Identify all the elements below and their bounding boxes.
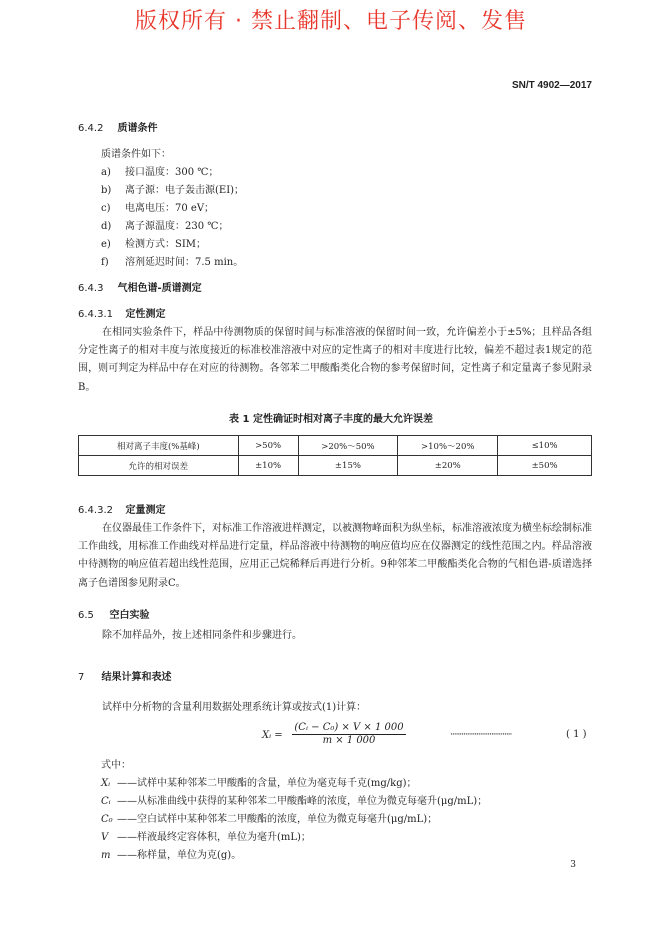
list-item — [101, 253, 243, 268]
list-item — [101, 217, 228, 232]
list-item — [101, 235, 206, 250]
definition-item — [101, 774, 417, 789]
table-cell: ±50% — [498, 456, 592, 476]
formula-leader-dots: ································· — [450, 730, 512, 740]
section-number: 6.5 — [78, 610, 94, 621]
section-title: 质谱条件 — [117, 123, 158, 134]
symbol: Xᵢ — [101, 778, 111, 789]
paragraph-blank: 除不加样品外，按上述相同条件和步骤进行。 — [102, 630, 302, 641]
item-text: 电离电压：70 eV； — [125, 203, 215, 214]
table-cell: ±20% — [398, 456, 498, 476]
item-label: c) — [101, 203, 111, 214]
symbol: V — [101, 832, 109, 843]
item-text: 检测方式：SIM； — [125, 239, 207, 250]
formula-1 — [262, 722, 592, 752]
formula-numerator: (Cᵢ − C₀) × V × 1 000 — [292, 722, 406, 735]
paragraph-quantitative: 在仪器最佳工作条件下，对标准工作溶液进样测定，以被测物峰面积为纵坐标，标准溶液浓度为横坐标绘制标准工作曲线，用标准工作曲线对样品进行定量，样品溶液中待测物的响应值均应在仪器测定的线性范围之内。样品溶液中待测物的响应值若超出线性范围，应用正己烷稀释后再进行分析。9种邻苯二甲酸酯类化合物的气相色谱-质谱选择离子色谱图参见附录C。 — [78, 523, 592, 589]
section-title: 结果计算和表述 — [101, 672, 172, 683]
list-item — [101, 181, 244, 196]
paragraph-calc: 试样中分析物的含量利用数据处理系统计算或按式(1)计算： — [102, 702, 367, 713]
definition-text: ——从标准曲线中获得的某种邻苯二甲酸酯峰的浓度，单位为微克每毫升(μg/mL)； — [117, 796, 488, 807]
section-title: 气相色谱-质谱测定 — [117, 283, 202, 294]
definition-item — [101, 846, 241, 861]
item-label: e) — [101, 239, 111, 250]
ion-abundance-table — [78, 435, 592, 476]
table-row — [79, 436, 592, 456]
section-number: 6.4.3.1 — [78, 309, 113, 320]
item-text: 溶剂延迟时间：7.5 min。 — [125, 257, 244, 268]
formula-denominator: m × 1 000 — [322, 735, 376, 746]
table-row — [79, 456, 592, 476]
section-title: 定量测定 — [125, 505, 166, 516]
definition-text: ——空白试样中某种邻苯二甲酸酯的浓度，单位为微克每毫升(μg/mL)； — [117, 814, 438, 825]
item-label: f) — [101, 257, 109, 268]
definition-text: ——称样量，单位为克(g)。 — [117, 850, 242, 861]
where-label: 式中： — [101, 760, 131, 771]
item-text: 离子源：电子轰击源(EI)； — [125, 185, 245, 196]
formula-lhs: Xᵢ = — [262, 730, 283, 741]
list-item — [101, 199, 214, 214]
section-6-5-heading — [78, 606, 149, 621]
section-number: 7 — [78, 672, 85, 683]
section-7-heading — [78, 668, 171, 683]
symbol: C₀ — [101, 814, 113, 825]
section-number: 6.4.2 — [78, 123, 104, 134]
item-label: a) — [101, 167, 111, 178]
table-cell: >20%～50% — [298, 436, 398, 456]
formula-fraction — [292, 722, 406, 746]
definition-text: ——样液最终定容体积，单位为毫升(mL)； — [117, 832, 311, 843]
definition-text: ——试样中某种邻苯二甲酸酯的含量，单位为毫克每千克(mg/kg)； — [117, 778, 417, 789]
table-cell: >10%～20% — [398, 436, 498, 456]
item-text: 接口温度：300 ℃； — [125, 167, 219, 178]
section-number: 6.4.3.2 — [78, 505, 113, 516]
formula-number: ( 1 ) — [566, 729, 587, 740]
list-item — [101, 163, 218, 178]
table-cell: >50% — [238, 436, 298, 456]
definition-item — [101, 792, 487, 807]
symbol: Cᵢ — [101, 796, 111, 807]
section-6-4-2-heading — [78, 119, 157, 134]
item-label: b) — [101, 185, 112, 196]
table-cell: ±15% — [298, 456, 398, 476]
table-caption: 表 1 定性确证时相对离子丰度的最大允许误差 — [229, 414, 433, 425]
table-cell: 相对离子丰度(%基峰) — [79, 436, 239, 456]
section-6-4-3-heading — [78, 279, 202, 294]
definition-item — [101, 828, 311, 843]
page-number: 3 — [570, 860, 576, 870]
item-label: d) — [101, 221, 112, 232]
item-text: 离子源温度：230 ℃； — [125, 221, 229, 232]
paragraph-qualitative: 在相同实验条件下，样品中待测物质的保留时间与标准溶液的保留时间一致，允许偏差小于±5%；且样品各组分定性离子的相对丰度与浓度接近的标准校准溶液中对应的定性离子的相对丰度进行比较，偏差不超过表1规定的范围，则可判定为样品中存在对应的待测物。各邻苯二甲酸酯类化合物的参考保留时间，定性离子和定量离子参见附录B。 — [78, 327, 592, 393]
section-number: 6.4.3 — [78, 283, 104, 294]
watermark: 版权所有 · 禁止翻制、电子传阅、发售 — [135, 9, 527, 34]
table-cell: 允许的相对误差 — [79, 456, 239, 476]
section-title: 空白实验 — [109, 610, 150, 621]
definition-item — [101, 810, 437, 825]
section-6-4-3-1-heading — [78, 305, 165, 320]
table-cell: ≤10% — [498, 436, 592, 456]
table-cell: ±10% — [238, 456, 298, 476]
ms-intro: 质谱条件如下： — [101, 149, 171, 160]
symbol: m — [101, 850, 111, 861]
section-6-4-3-2-heading — [78, 501, 165, 516]
section-title: 定性测定 — [125, 309, 166, 320]
standard-number: SN/T 4902—2017 — [511, 80, 592, 91]
